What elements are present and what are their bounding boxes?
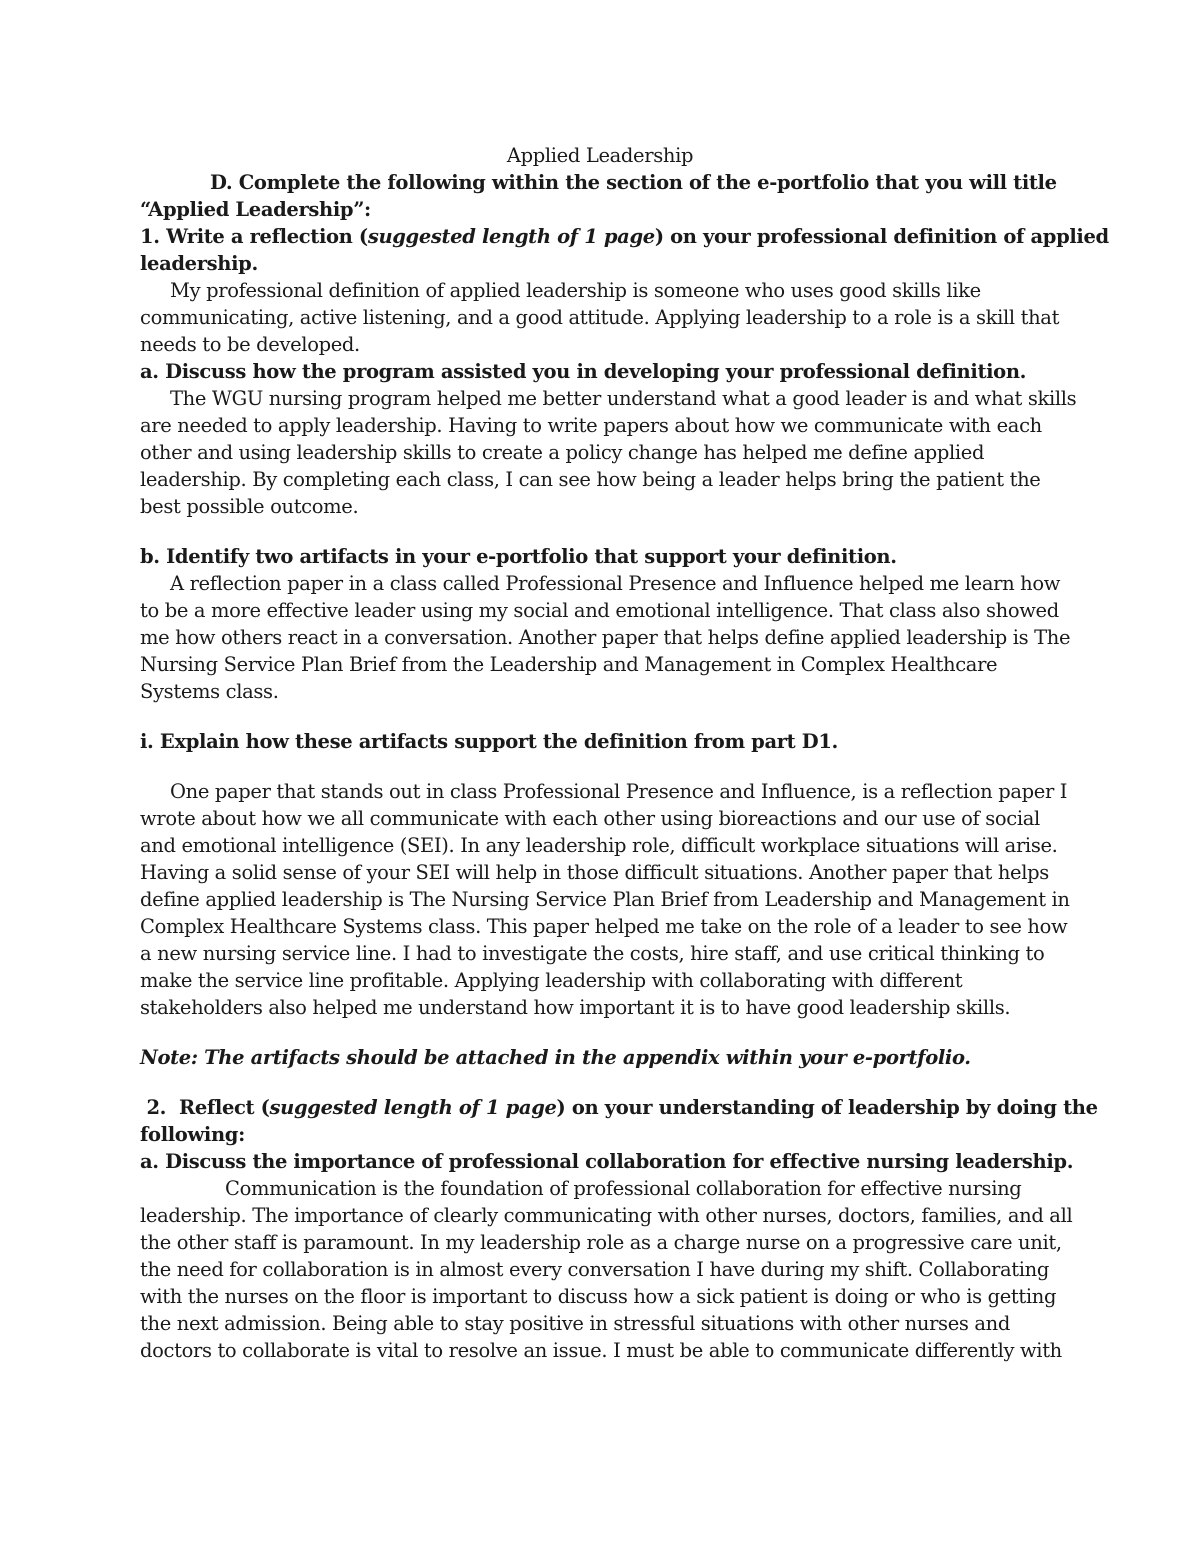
- section-d-heading-line1: D. Complete the following within the section of the e-portfolio that you will title: [210, 171, 1057, 194]
- answer-line: with the nurses on the floor is important to discuss how a sick patient is doing or who is getting: [140, 1285, 1057, 1308]
- answer-line: me how others react in a conversation. Another paper that helps define applied leadership is The: [140, 626, 1071, 649]
- question-1b-heading: b. Identify two artifacts in your e-portfolio that support your definition.: [140, 545, 897, 568]
- answer-line: One paper that stands out in class Professional Presence and Influence, is a reflection paper I: [170, 780, 1068, 803]
- artifacts-note: Note: The artifacts should be attached in the appendix within your e-portfolio.: [140, 1046, 971, 1069]
- question-2-heading-line2: following:: [140, 1123, 245, 1146]
- answer-line: leadership. The importance of clearly communicating with other nurses, doctors, families, and all: [140, 1204, 1073, 1227]
- answer-line: the need for collaboration is in almost every conversation I have during my shift. Collaborating: [140, 1258, 1050, 1281]
- answer-line: Nursing Service Plan Brief from the Leadership and Management in Complex Healthcare: [140, 653, 998, 676]
- question-1-heading: [140, 223, 1109, 250]
- answer-line: A reflection paper in a class called Professional Presence and Influence helped me learn how: [170, 572, 1061, 595]
- question-1-heading-line2: leadership.: [140, 252, 258, 275]
- answer-line: define applied leadership is The Nursing Service Plan Brief from Leadership and Management in: [140, 888, 1070, 911]
- answer-line: best possible outcome.: [140, 495, 359, 518]
- question-2-heading: [140, 1094, 1098, 1121]
- question-1b-answer: [140, 570, 1071, 705]
- question-1-post: ) on your professional definition of applied: [654, 225, 1109, 248]
- answer-line: Communication is the foundation of professional collaboration for effective nursing: [225, 1177, 1022, 1200]
- answer-line: other and using leadership skills to create a policy change has helped me define applied: [140, 441, 985, 464]
- question-1-pre: 1. Write a reflection (: [140, 225, 368, 248]
- answer-line: Having a solid sense of your SEI will help in those difficult situations. Another paper that helps: [140, 861, 1049, 884]
- answer-line: Systems class.: [140, 680, 279, 703]
- answer-line: and emotional intelligence (SEI). In any leadership role, difficult workplace situations will arise.: [140, 834, 1058, 857]
- question-2a-heading: a. Discuss the importance of professional collaboration for effective nursing leadership.: [140, 1150, 1074, 1173]
- answer-line: are needed to apply leadership. Having to write papers about how we communicate with each: [140, 414, 1042, 437]
- answer-line: to be a more effective leader using my social and emotional intelligence. That class also showed: [140, 599, 1059, 622]
- question-1a-heading: a. Discuss how the program assisted you in developing your professional definition.: [140, 360, 1027, 383]
- answer-line: wrote about how we all communicate with each other using bioreactions and our use of social: [140, 807, 1040, 830]
- question-2-pre: 2. Reflect (: [140, 1096, 270, 1119]
- question-2-post: ) on your understanding of leadership by doing the: [556, 1096, 1098, 1119]
- answer-line: the next admission. Being able to stay positive in stressful situations with other nurses and: [140, 1312, 1011, 1335]
- section-d-heading-line2: “Applied Leadership”:: [140, 198, 371, 221]
- answer-line: My professional definition of applied leadership is someone who uses good skills like: [170, 279, 981, 302]
- answer-line: doctors to collaborate is vital to resolve an issue. I must be able to communicate differently with: [140, 1339, 1062, 1362]
- answer-line: make the service line profitable. Applying leadership with collaborating with different: [140, 969, 963, 992]
- question-2-italic: suggested length of 1 page: [269, 1096, 557, 1119]
- page-title: Applied Leadership: [506, 144, 694, 167]
- question-2a-answer: [140, 1175, 1073, 1364]
- answer-line: stakeholders also helped me understand how important it is to have good leadership skills.: [140, 996, 1011, 1019]
- question-1-answer: [140, 277, 1060, 358]
- question-1bi-heading: i. Explain how these artifacts support the definition from part D1.: [140, 730, 838, 753]
- question-1a-answer: [140, 385, 1077, 520]
- answer-line: needs to be developed.: [140, 333, 360, 356]
- answer-line: the other staff is paramount. In my leadership role as a charge nurse on a progressive care unit,: [140, 1231, 1062, 1254]
- question-1bi-answer: [140, 778, 1070, 1021]
- answer-line: The WGU nursing program helped me better understand what a good leader is and what skills: [170, 387, 1077, 410]
- answer-line: communicating, active listening, and a good attitude. Applying leadership to a role is a skill that: [140, 306, 1060, 329]
- answer-line: leadership. By completing each class, I can see how being a leader helps bring the patient the: [140, 468, 1041, 491]
- answer-line: a new nursing service line. I had to investigate the costs, hire staff, and use critical thinking to: [140, 942, 1045, 965]
- answer-line: Complex Healthcare Systems class. This paper helped me take on the role of a leader to see how: [140, 915, 1068, 938]
- question-1-italic: suggested length of 1 page: [367, 225, 655, 248]
